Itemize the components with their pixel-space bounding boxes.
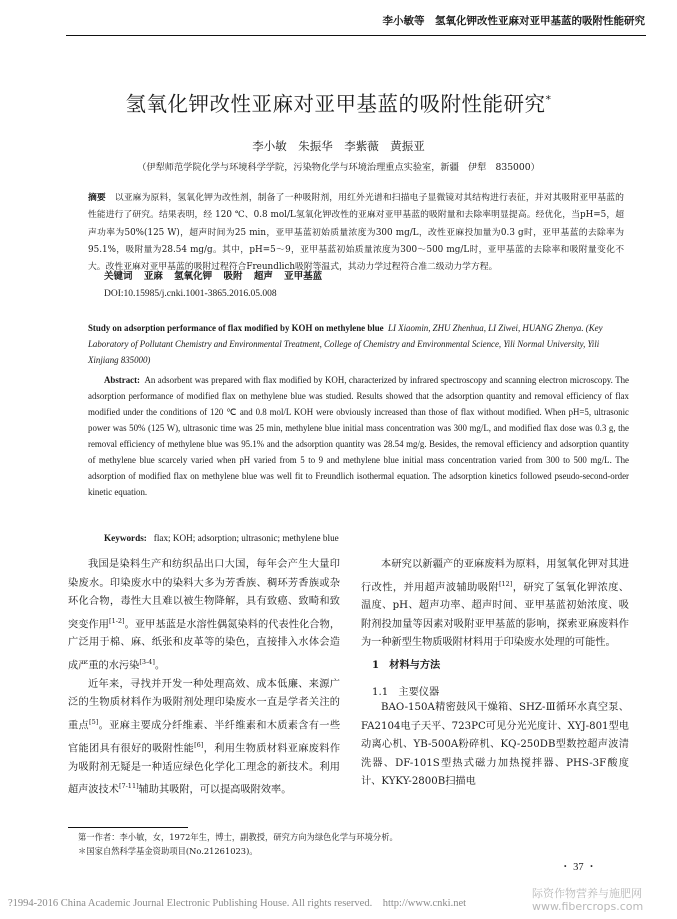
section-heading: 1 材料与方法: [372, 659, 441, 671]
doi: DOI:10.15985/j.cnki.1001-3865.2016.05.008: [104, 289, 277, 299]
citation: [5]: [89, 717, 99, 726]
header-rule: [66, 35, 646, 36]
english-abstract-label: Abstract:: [104, 375, 140, 385]
english-keywords: [104, 533, 339, 543]
citation: [6]: [194, 740, 204, 749]
citation: [12]: [498, 579, 513, 588]
citation: [7-11]: [118, 782, 139, 791]
title-footnote-mark: *: [545, 93, 552, 107]
keywords-label: 关键词: [104, 271, 133, 282]
affiliation: （伊犁师范学院化学与环境科学学院，污染物化学与环境治理重点实验室，新疆 伊犁 835000）: [137, 162, 540, 173]
text-run: 辅助其吸附，可以提高吸附效率。: [138, 784, 292, 796]
text-run: ，利用生物质材料亚麻废料作为吸附剂无疑是一种适应绿色化学化工理念的新技术。利用超声波技术: [68, 743, 341, 796]
abstract-text: 以亚麻为原料，氢氧化钾为改性剂，制备了一种吸附剂，用红外光谱和扫描电子显微镜对其结构进行表征，并对其吸附亚甲基蓝的性能进行了研究。结果表明，经 120 ℃、0.8 mol/L氢氧化钾改性的亚麻对亚甲基蓝的吸附量和去除率明显提高。经优化，当pH=5，超声功率为50%(125 W)，超声时间为25 min，亚甲基蓝初始质量浓度为300 mg/L，改性亚麻投加量为0.3 g时，亚甲基蓝的去除率为95.1%，吸附量为28.54 mg/g。其中，pH=5～9，亚甲基蓝初始质量浓度为300～500 mg/L时，亚甲基蓝的去除率和吸附量变化不大。改性亚麻对亚甲基蓝的吸附过程符合Freundlich吸附等温式，其动力学过程符合准二级动力学方程。: [88, 193, 625, 273]
english-abstract-block: [88, 320, 629, 500]
body-left-column: [68, 556, 340, 800]
keyword: 氢氧化钾: [174, 271, 213, 282]
chinese-keywords: [104, 268, 322, 282]
running-header: 李小敏等 氢氧化钾改性亚麻对亚甲基蓝的吸附性能研究: [382, 15, 645, 27]
watermark-line: 际资作物营养与施肥网: [532, 887, 642, 900]
paper-title: [0, 87, 677, 117]
keyword: 亚麻: [143, 271, 163, 282]
page-number: ・ 37 ・: [560, 862, 597, 873]
english-abstract: [88, 372, 629, 500]
abstract-label: 摘要: [88, 193, 106, 203]
citation: [1-2]: [109, 616, 125, 625]
keyword: 超声: [253, 271, 273, 282]
footnote-rule: [68, 827, 188, 828]
body-paragraph: BAO-150A精密鼓风干燥箱、SHZ-Ⅲ循环水真空泵、FA2104电子天平、723PC可见分光光度计、XYJ-801型电动离心机、YB-500A粉碎机、KQ-250DB型数控超声波清洗器、DF-101S型热式磁力加热搅拌器、PHS-3F酸度计、KYKY-2800B扫描电: [361, 702, 629, 787]
body-paragraph: [361, 556, 629, 653]
chinese-abstract: [88, 190, 624, 276]
text-run: 近年来，寻找并开发一种处理高效、成本低廉、来源广泛的生物质材料作为吸附剂处理印染废水一直是学者关注的重点: [68, 678, 340, 732]
text-run: 。亚麻主要成分纤维素、半纤维素和木质素含有一些官能团具有很好的吸附性能: [68, 720, 341, 755]
body-paragraph: [68, 556, 340, 676]
footnote-author: 第一作者：李小敏，女，1972年生，博士，副教授，研究方向为绿色化学与环境分析。: [78, 832, 398, 842]
english-affiliation: (Key Laboratory of Pollutant Chemistry and Environmental Treatment, College of Chemistry and Environmental Science, Yili Normal University, Yili Xinjiang 835000): [88, 323, 603, 365]
subsection-heading: 1.1 主要仪器: [372, 687, 440, 698]
english-keywords-text: flax; KOH; adsorption; ultrasonic; methylene blue: [153, 533, 339, 543]
english-title: Study on adsorption performance of flax modified by KOH on methylene blue: [88, 323, 384, 333]
watermark: [532, 887, 643, 913]
text-run: ，研究了氢氧化钾浓度、温度、pH、超声功率、超声时间、亚甲基蓝初始浓度、吸附剂投加量等因素对吸附亚甲基蓝的影响，探索亚麻废料作为一种新型生物质吸附材料用于印染废水处理的可能性。: [361, 581, 629, 649]
citation: [3-4]: [139, 657, 155, 666]
keyword: 吸附: [223, 271, 243, 282]
footnote-fund: ＊国家自然科学基金资助项目(No.21261023)。: [78, 846, 258, 856]
body-right-column: [361, 556, 629, 653]
keyword: 亚甲基蓝: [284, 271, 323, 282]
text-run: 本研究以新疆产的亚麻废料为原料，用氢氧化钾对其进行改性，并用超声波辅助吸附: [361, 559, 629, 593]
instruments-paragraph: [361, 699, 629, 792]
text-run: 。亚甲基蓝是水溶性偶氮染料的代表性化合物，广泛用于棉、麻、纸张和皮革等的染色，直接排入水体会造成严重的水污染: [68, 618, 341, 672]
watermark-line: www.fibercrops.com: [532, 900, 644, 913]
text-run: 我国是染料生产和纺织品出口大国，每年会产生大量印染废水。印染废水中的染料大多为芳香族、稠环芳香族或杂环化合物，毒性大且难以被生物降解，具有致癌、致畸和致突变作用: [68, 559, 340, 630]
text-run: 。: [154, 660, 166, 672]
english-authors: LI Xiaomin, ZHU Zhenhua, LI Ziwei, HUANG Zhenya.: [388, 323, 584, 333]
english-keywords-label: Keywords:: [104, 533, 147, 543]
authors: 李小敏 朱振华 李紫薇 黄振亚: [252, 139, 425, 153]
paper-title-text: 氢氧化钾改性亚麻对亚甲基蓝的吸附性能研究: [125, 92, 546, 116]
copyright-footer: ?1994-2016 China Academic Journal Electronic Publishing House. All rights reserved. http://www.cnki.net: [8, 898, 467, 909]
body-paragraph: [68, 676, 340, 800]
english-abstract-text: An adsorbent was prepared with flax modified by KOH, characterized by infrared spectroscopy and scanning electron microscopy. The adsorption performance of modified flax on methylene blue was studied. Results showed that the adsorption quantity and removal efficiency of flax modified under the conditions of 120 ℃ and 0.8 mol/L KOH were obviously increased than those of flax without modified. When pH=5, ultrasonic power was 50% (125 W), ultrasonic time was 25 min, methylene blue initial mass concentration was 300 mg/L, and modified flax dose was 0.3 g, the removal efficiency of methylene blue was 95.1% and the adsorption quantity was 28.54 mg/g. Besides, the removal efficiency and adsorption quantity of methylene blue scarcely varied when pH varied from 5 to 9 and methylene blue initial mass concentration varied from 300 to 500 mg/L. The adsorption of modified flax on methylene blue was well fit to Freundlich isothermal equation. The adsorption kinetics followed pseudo-second-order kinetic equation.: [88, 375, 629, 497]
